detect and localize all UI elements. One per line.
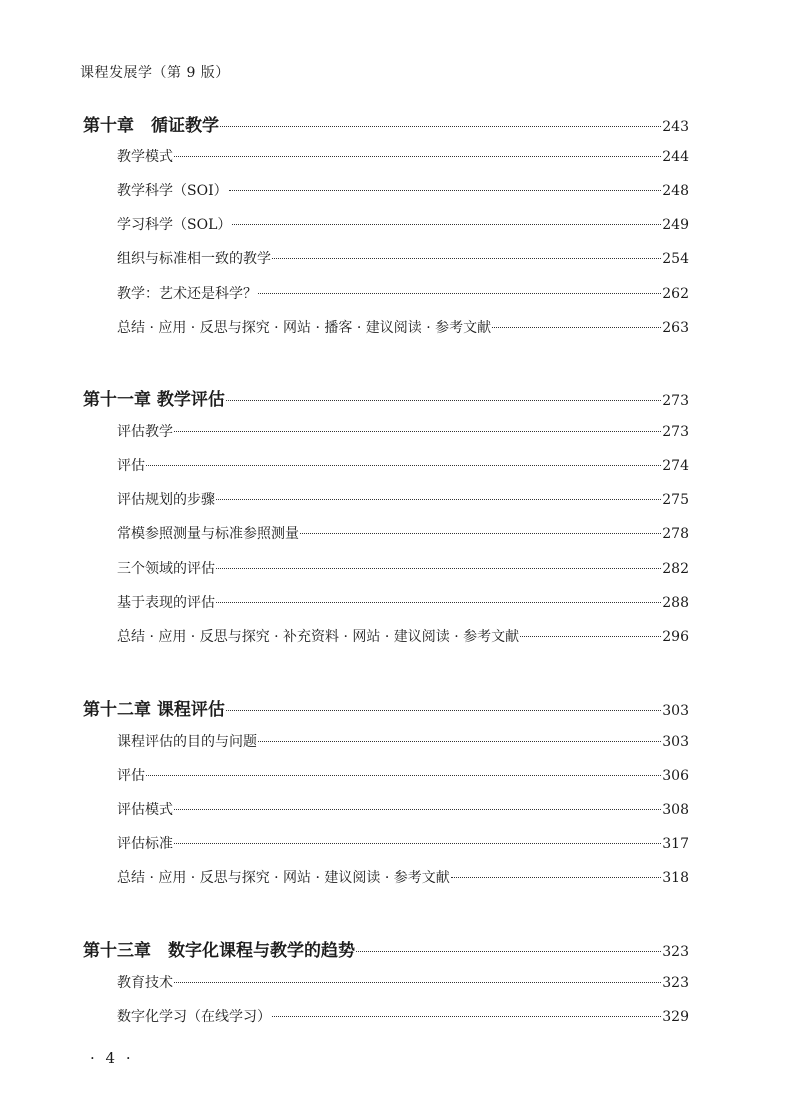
dot-leader	[146, 465, 661, 466]
section-title: 评估模式	[117, 802, 173, 818]
section-title: 总结 · 应用 · 反思与探究 · 网站 · 建议阅读 · 参考文献	[117, 870, 450, 886]
dot-leader	[174, 982, 661, 983]
dot-leader	[356, 951, 661, 952]
toc-section[interactable]	[117, 1006, 689, 1026]
dot-leader	[216, 602, 661, 603]
toc-section[interactable]	[117, 180, 689, 200]
page-number: 244	[662, 149, 689, 165]
dot-leader	[232, 224, 661, 225]
chapter-title: 第十章 循证教学	[83, 116, 219, 136]
section-title: 三个领域的评估	[117, 561, 215, 577]
dot-leader	[174, 431, 661, 432]
page-number: 282	[662, 561, 689, 577]
section-title: 学习科学（SOL）	[117, 217, 232, 233]
page-number: 323	[662, 975, 689, 991]
page-number: 323	[662, 944, 689, 960]
toc-section[interactable]	[117, 799, 689, 819]
section-title: 课程评估的目的与问题	[117, 734, 257, 750]
chapter-title: 第十一章 教学评估	[83, 390, 225, 410]
toc-chapter-10[interactable]	[83, 111, 689, 136]
toc-section[interactable]	[117, 731, 689, 751]
toc-chapter-13[interactable]	[83, 936, 689, 961]
toc-section[interactable]	[117, 317, 689, 337]
toc-section[interactable]	[117, 283, 689, 303]
dot-leader	[272, 1016, 661, 1017]
dot-leader	[174, 156, 661, 157]
page-folio: · 4 ·	[90, 1049, 134, 1067]
chapter-title: 第十三章 数字化课程与教学的趋势	[83, 941, 355, 961]
toc-section[interactable]	[117, 248, 689, 268]
section-title: 教学科学（SOI）	[117, 183, 228, 199]
page-number: 329	[662, 1009, 689, 1025]
toc-section[interactable]	[117, 558, 689, 578]
page-number: 262	[662, 286, 689, 302]
dot-leader	[226, 710, 661, 711]
toc-chapter-11[interactable]	[83, 385, 689, 410]
section-title: 组织与标准相一致的教学	[117, 251, 271, 267]
page-number: 303	[662, 734, 689, 750]
page-number: 274	[662, 458, 689, 474]
section-title: 教育技术	[117, 975, 173, 991]
toc-section[interactable]	[117, 592, 689, 612]
toc-section[interactable]	[117, 489, 689, 509]
section-title: 数字化学习（在线学习）	[117, 1009, 271, 1025]
dot-leader	[272, 258, 661, 259]
dot-leader	[520, 636, 661, 637]
toc-chapter-12[interactable]	[83, 695, 689, 720]
page-number: 306	[662, 768, 689, 784]
dot-leader	[174, 843, 661, 844]
running-header: 课程发展学（第 9 版）	[80, 65, 230, 81]
toc-section[interactable]	[117, 523, 689, 543]
dot-leader	[300, 533, 661, 534]
section-title: 评估	[117, 768, 145, 784]
page-number: 254	[662, 251, 689, 267]
dot-leader	[258, 293, 661, 294]
page-number: 248	[662, 183, 689, 199]
page-number: 243	[662, 119, 689, 135]
toc-section[interactable]	[117, 833, 689, 853]
page-number: 288	[662, 595, 689, 611]
page-number: 317	[662, 836, 689, 852]
dot-leader	[229, 190, 662, 191]
chapter-title: 第十二章 课程评估	[83, 700, 225, 720]
page-number: 308	[662, 802, 689, 818]
section-title: 评估教学	[117, 424, 173, 440]
toc-section[interactable]	[117, 214, 689, 234]
dot-leader	[216, 568, 661, 569]
page-number: 303	[662, 703, 689, 719]
toc-section[interactable]	[117, 421, 689, 441]
page-number: 278	[662, 526, 689, 542]
dot-leader	[258, 741, 661, 742]
section-title: 基于表现的评估	[117, 595, 215, 611]
dot-leader	[174, 809, 661, 810]
dot-leader	[216, 499, 661, 500]
dot-leader	[492, 327, 661, 328]
section-title: 评估规划的步骤	[117, 492, 215, 508]
dot-leader	[146, 775, 661, 776]
section-title: 评估	[117, 458, 145, 474]
page-number: 275	[662, 492, 689, 508]
dot-leader	[451, 877, 662, 878]
page-number: 249	[662, 217, 689, 233]
toc-section[interactable]	[117, 972, 689, 992]
dot-leader	[220, 126, 661, 127]
section-title: 常模参照测量与标准参照测量	[117, 526, 299, 542]
toc-section[interactable]	[117, 867, 689, 887]
section-title: 总结 · 应用 · 反思与探究 · 补充资料 · 网站 · 建议阅读 · 参考文献	[117, 629, 520, 645]
toc-section[interactable]	[117, 765, 689, 785]
page-number: 263	[662, 320, 689, 336]
toc-section[interactable]	[117, 455, 689, 475]
toc-section[interactable]	[117, 626, 689, 646]
section-title: 教学：艺术还是科学？	[117, 286, 257, 302]
section-title: 评估标准	[117, 836, 173, 852]
toc-section[interactable]	[117, 146, 689, 166]
section-title: 教学模式	[117, 149, 173, 165]
section-title: 总结 · 应用 · 反思与探究 · 网站 · 播客 · 建议阅读 · 参考文献	[117, 320, 492, 336]
page-number: 273	[662, 424, 689, 440]
page-number: 318	[662, 870, 689, 886]
page-number: 296	[662, 629, 689, 645]
dot-leader	[226, 400, 661, 401]
page-number: 273	[662, 393, 689, 409]
